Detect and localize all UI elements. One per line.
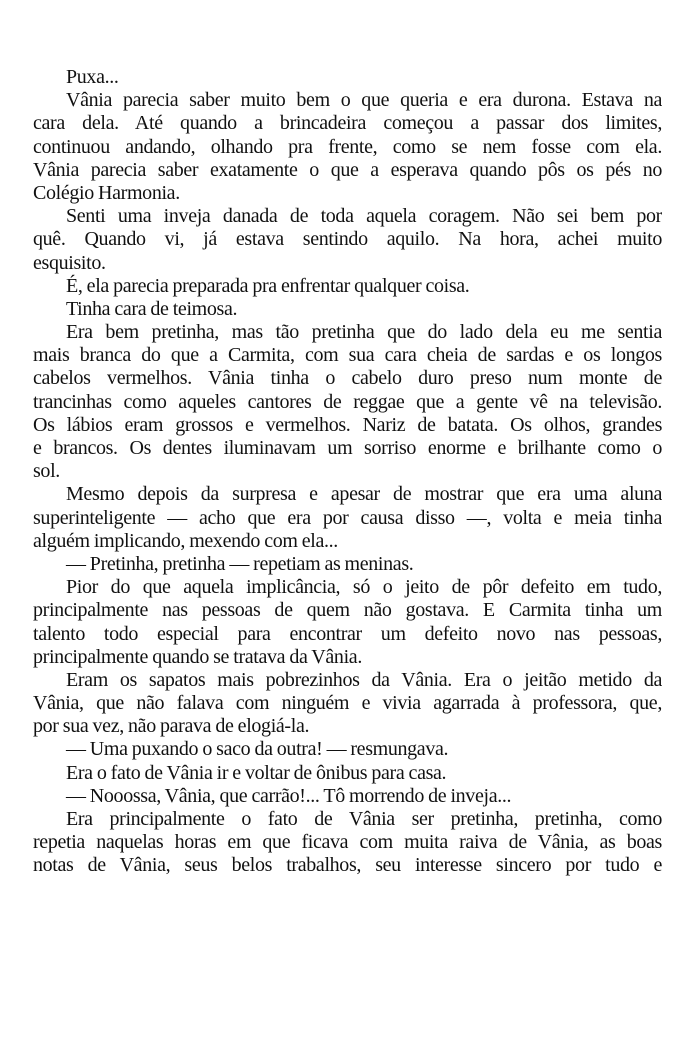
text-line: Senti uma inveja danada de toda aquela coragem. Não sei bem por [66, 205, 662, 228]
text-line: mais branca do que a Carmita, com sua cara cheia de sardas e os longos [33, 344, 662, 367]
paragraph [33, 89, 662, 205]
text-line: trancinhas como aqueles cantores de reggae que a gente vê na televisão. [33, 390, 662, 413]
text-line: Mesmo depois da surpresa e apesar de mostrar que era uma aluna [66, 483, 662, 506]
paragraph [33, 576, 662, 669]
text-line: — Pretinha, pretinha — repetiam as meninas. [66, 552, 414, 575]
text-line: alguém implicando, mexendo com ela... [33, 529, 338, 552]
text-line: continuou andando, olhando pra frente, como se nem fosse com ela. [33, 135, 662, 158]
paragraph [33, 738, 662, 761]
text-line: Os lábios eram grossos e vermelhos. Nariz de batata. Os olhos, grandes [33, 413, 662, 436]
paragraph [33, 298, 662, 321]
paragraph [33, 553, 662, 576]
paragraph [33, 321, 662, 483]
text-line: e brancos. Os dentes iluminavam um sorriso enorme e brilhante como o [33, 437, 662, 459]
text-line: repetia naquelas horas em que ficava com muita raiva de Vânia, as boas [33, 831, 662, 854]
text-line: notas de Vânia, seus belos trabalhos, seu interesse sincero por tudo e [33, 854, 662, 877]
text-line: superinteligente — acho que era por causa disso —, volta e meia tinha [33, 506, 662, 529]
text-line: Era principalmente o fato de Vânia ser pretinha, pretinha, como [66, 808, 662, 830]
paragraph [33, 483, 662, 553]
text-line: Vânia parecia saber muito bem o que queria e era durona. Estava na [66, 89, 662, 112]
text-line: por sua vez, não parava de elogiá-la. [33, 715, 310, 738]
paragraph [33, 808, 662, 878]
text-line: Vânia, que não falava com ninguém e vivia agarrada à professora, que, [33, 692, 662, 715]
text-line: Colégio Harmonia. [33, 181, 180, 204]
text-line: quê. Quando vi, já estava sentindo aquilo. Na hora, achei muito [33, 228, 662, 251]
paragraph [33, 785, 662, 808]
text-line: sol. [33, 460, 60, 483]
text-line: cara dela. Até quando a brincadeira começou a passar dos limites, [33, 112, 662, 135]
text-line: Era o fato de Vânia ir e voltar de ônibus para casa. [66, 761, 447, 784]
text-line: — Nooossa, Vânia, que carrão!... Tô morrendo de inveja... [66, 784, 512, 807]
text-line: cabelos vermelhos. Vânia tinha o cabelo duro preso num monte de [33, 367, 662, 390]
text-line: principalmente nas pessoas de quem não gostava. E Carmita tinha um [33, 599, 662, 622]
text-line: talento todo especial para encontrar um defeito novo nas pessoas, [33, 622, 662, 645]
paragraph [33, 669, 662, 739]
text-line: É, ela parecia preparada pra enfrentar qualquer coisa. [66, 274, 470, 297]
text-line: Puxa... [66, 66, 119, 88]
text-line: — Uma puxando o saco da outra! — resmungava. [66, 738, 449, 761]
text-line: esquisito. [33, 251, 106, 274]
text-line: Era bem pretinha, mas tão pretinha que do lado dela eu me sentia [66, 321, 662, 344]
text-line: principalmente quando se tratava da Vânia. [33, 645, 362, 668]
page-text [33, 66, 662, 878]
paragraph [33, 205, 662, 275]
text-line: Tinha cara de teimosa. [66, 297, 238, 320]
paragraph [33, 275, 662, 298]
text-line: Vânia parecia saber exatamente o que a esperava quando pôs os pés no [33, 158, 662, 181]
text-line: Eram os sapatos mais pobrezinhos da Vânia. Era o jeitão metido da [66, 668, 662, 691]
text-line: Pior do que aquela implicância, só o jeito de pôr defeito em tudo, [66, 576, 662, 599]
paragraph [33, 66, 662, 89]
paragraph [33, 762, 662, 785]
